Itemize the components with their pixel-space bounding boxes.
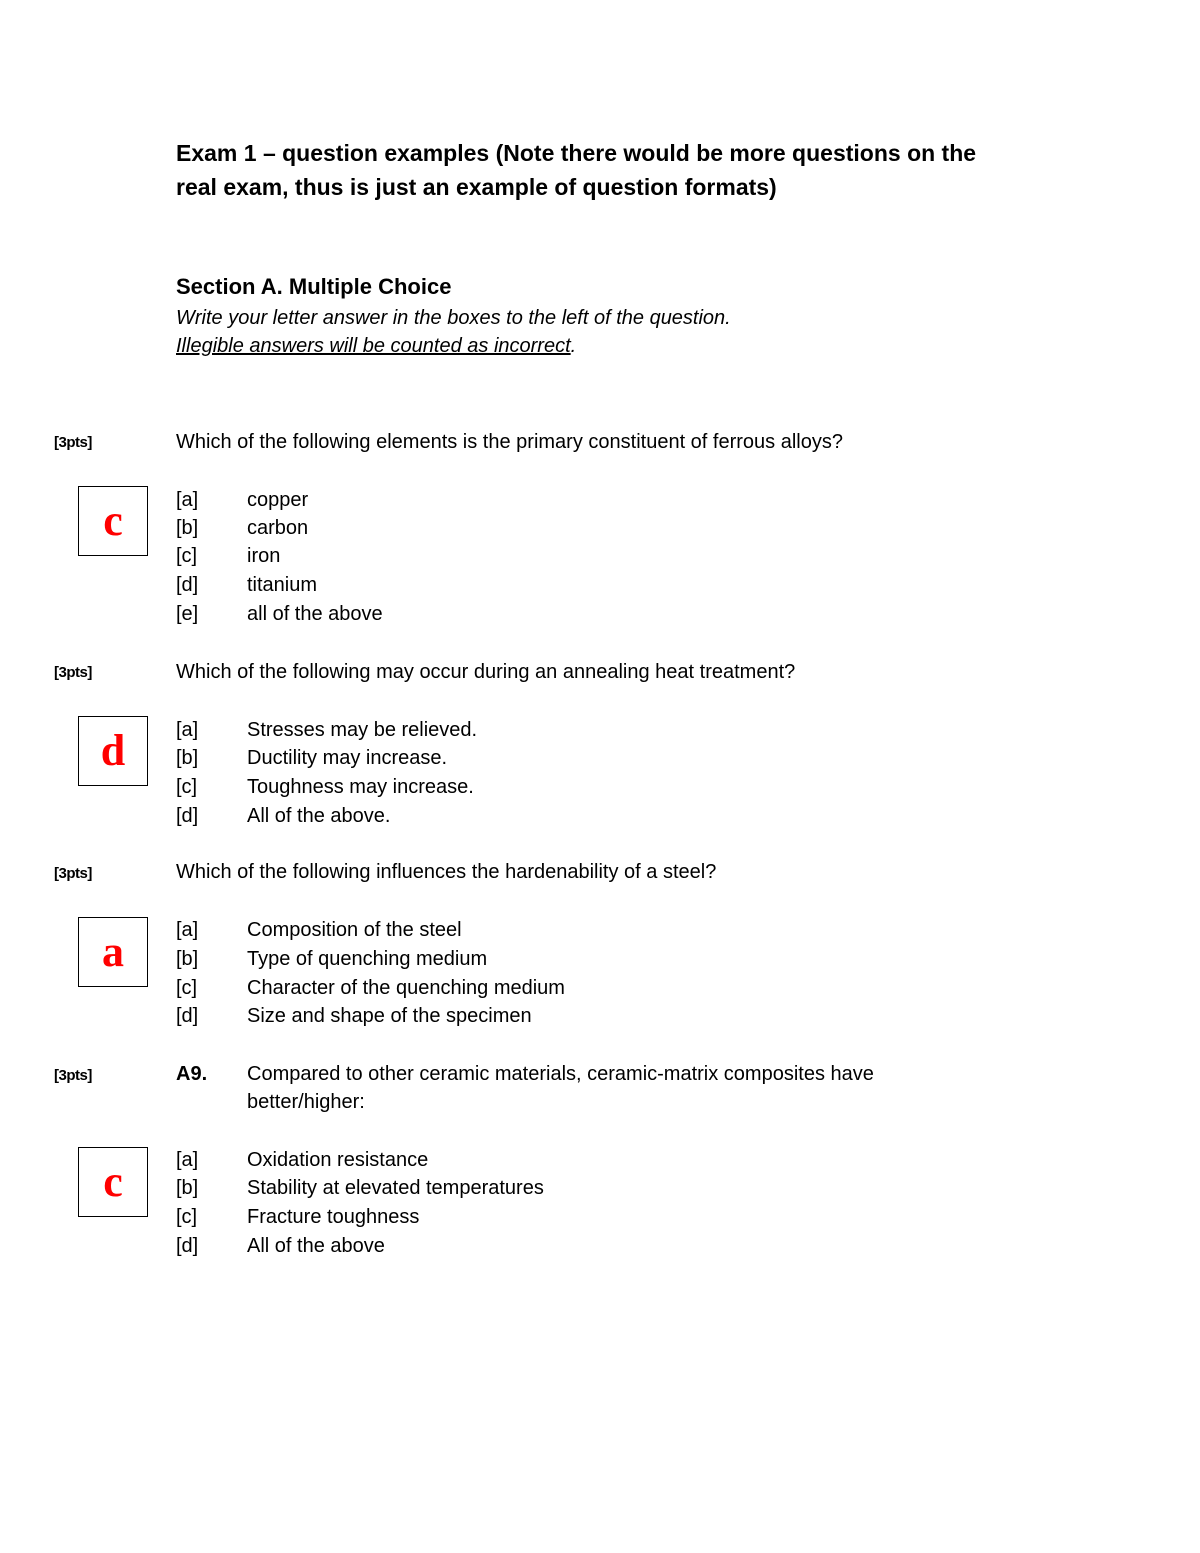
option-row (176, 514, 308, 542)
option-label: [a] (176, 1149, 199, 1171)
option-row (176, 486, 308, 514)
answer-letter: c (103, 1157, 123, 1206)
option-text: Fracture toughness (247, 1206, 420, 1228)
option-label: [a] (176, 719, 199, 741)
option-text: iron (247, 545, 281, 567)
instruction-warning (176, 332, 576, 360)
question-text: Compared to other ceramic materials, ceramic-matrix composites have better/higher: (247, 1063, 874, 1113)
instruction-text: Write your letter answer in the boxes to the left of the question. (176, 307, 731, 329)
option-row (176, 802, 390, 830)
question-text: Which of the following may occur during an annealing heat treatment? (176, 661, 796, 683)
option-text: Character of the quenching medium (247, 977, 565, 999)
option-label: [a] (176, 919, 199, 941)
answer-letter: c (103, 496, 123, 545)
option-text: all of the above (247, 603, 383, 625)
option-row (176, 571, 317, 599)
option-row (176, 916, 462, 944)
option-row (176, 600, 383, 628)
option-row (176, 974, 565, 1002)
option-text: Stresses may be relieved. (247, 719, 478, 741)
option-text: Oxidation resistance (247, 1149, 429, 1171)
option-row (176, 1146, 428, 1174)
option-row (176, 716, 477, 744)
option-text: Ductility may increase. (247, 747, 448, 769)
option-row (176, 945, 487, 973)
answer-box[interactable] (78, 1147, 148, 1217)
option-label: [c] (176, 1206, 198, 1228)
question-text: Which of the following influences the hardenability of a steel? (176, 861, 717, 883)
option-text: Size and shape of the specimen (247, 1005, 532, 1027)
option-row (176, 1002, 532, 1030)
section-heading: Section A. Multiple Choice (176, 274, 452, 299)
option-label: [b] (176, 1177, 199, 1199)
option-label: [c] (176, 776, 198, 798)
option-label: [e] (176, 603, 199, 625)
option-text: Toughness may increase. (247, 776, 474, 798)
answer-letter: a (102, 927, 124, 976)
instruction-warning-period: . (570, 335, 577, 357)
option-text: All of the above (247, 1235, 385, 1257)
option-label: [d] (176, 1005, 199, 1027)
option-row (176, 744, 447, 772)
question-points: [3pts] (54, 664, 92, 681)
question-number: A9. (176, 1063, 208, 1085)
instruction-warning-underlined: Illegible answers will be counted as incorrect (176, 335, 571, 357)
option-text: Composition of the steel (247, 919, 462, 941)
option-row (176, 1203, 419, 1231)
option-label: [b] (176, 517, 199, 539)
option-text: copper (247, 489, 309, 511)
option-text: All of the above. (247, 805, 391, 827)
option-text: Type of quenching medium (247, 948, 488, 970)
question-text: Which of the following elements is the primary constituent of ferrous alloys? (176, 431, 843, 453)
answer-box[interactable] (78, 486, 148, 556)
question-points: [3pts] (54, 434, 92, 451)
option-text: titanium (247, 574, 318, 596)
option-label: [b] (176, 747, 199, 769)
option-label: [d] (176, 574, 199, 596)
option-text: Stability at elevated temperatures (247, 1177, 544, 1199)
option-label: [a] (176, 489, 199, 511)
option-label: [c] (176, 977, 198, 999)
exam-title: Exam 1 – question examples (Note there would be more questions on the real exam, thus is just an example of question formats) (176, 140, 977, 200)
option-row (176, 542, 280, 570)
option-row (176, 1232, 385, 1260)
option-text: carbon (247, 517, 309, 539)
answer-box[interactable] (78, 917, 148, 987)
option-row (176, 773, 474, 801)
option-row (176, 1174, 544, 1202)
option-label: [c] (176, 545, 198, 567)
question-points: [3pts] (54, 1067, 92, 1084)
option-label: [b] (176, 948, 199, 970)
option-label: [d] (176, 1235, 199, 1257)
question-points: [3pts] (54, 865, 92, 882)
option-label: [d] (176, 805, 199, 827)
answer-letter: d (100, 726, 126, 775)
answer-box[interactable] (78, 716, 148, 786)
